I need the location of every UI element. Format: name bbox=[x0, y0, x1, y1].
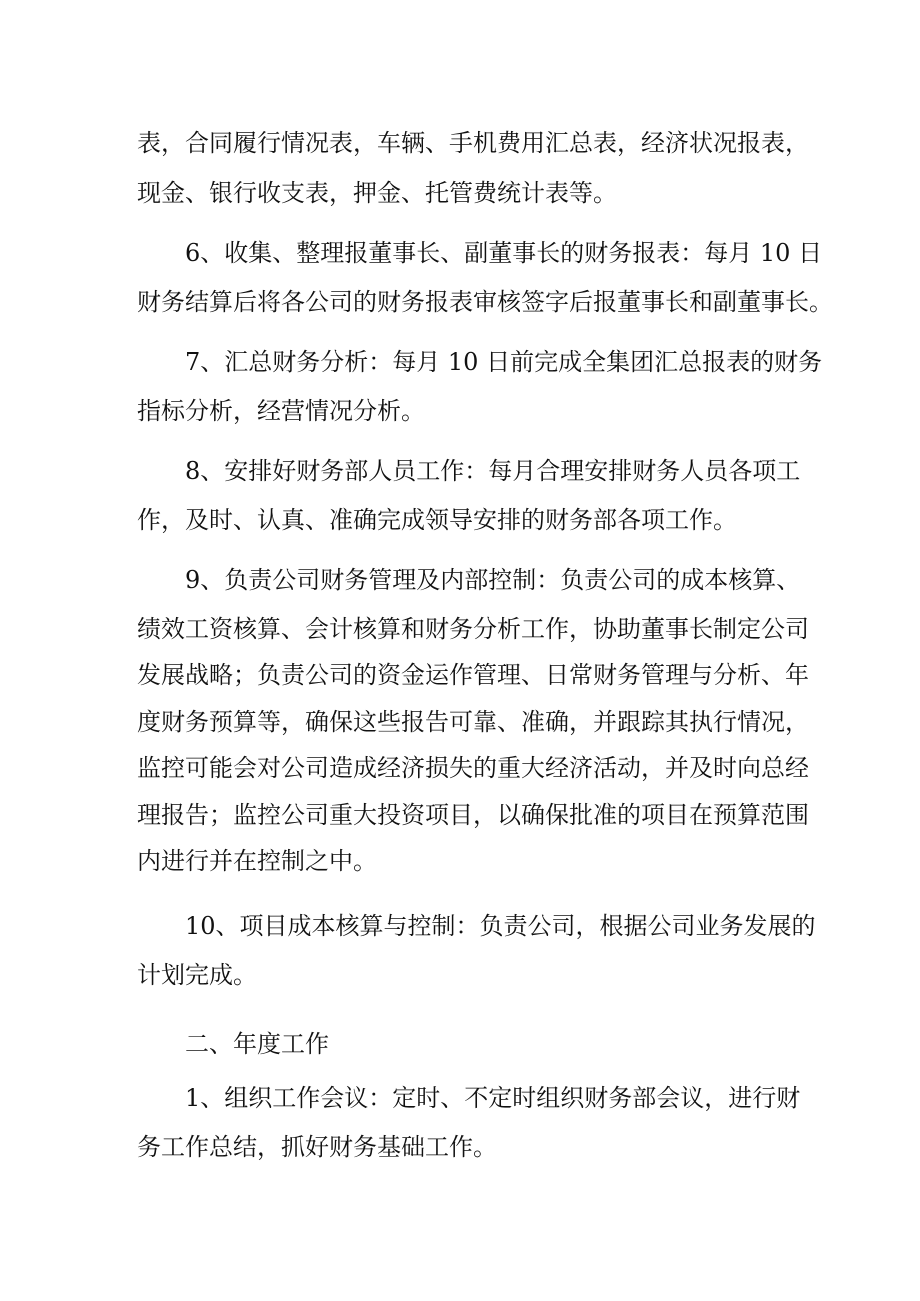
text-line: 表，合同履行情况表，车辆、手机费用汇总表，经济状况报表， bbox=[137, 129, 809, 157]
text-line: 6、收集、整理报董事长、副董事长的财务报表：每月 10 日 bbox=[185, 239, 823, 267]
text-line: 财务结算后将各公司的财务报表审核签字后报董事长和副董事长。 bbox=[137, 288, 833, 316]
text-line: 7、汇总财务分析：每月 10 日前完成全集团汇总报表的财务 bbox=[185, 348, 823, 376]
text-line: 度财务预算等，确保这些报告可靠、准确，并跟踪其执行情况， bbox=[137, 708, 809, 736]
section-heading: 二、年度工作 bbox=[185, 1030, 329, 1058]
text-line: 绩效工资核算、会计核算和财务分析工作，协助董事长制定公司 bbox=[137, 615, 809, 643]
text-line: 10、项目成本核算与控制：负责公司，根据公司业务发展的 bbox=[185, 912, 816, 940]
text-line: 作，及时、认真、准确完成领导安排的财务部各项工作。 bbox=[137, 506, 737, 534]
text-line: 计划完成。 bbox=[137, 961, 257, 989]
text-line: 内进行并在控制之中。 bbox=[137, 847, 377, 875]
text-line: 9、负责公司财务管理及内部控制：负责公司的成本核算、 bbox=[185, 566, 801, 594]
text-line: 现金、银行收支表，押金、托管费统计表等。 bbox=[137, 179, 617, 207]
text-line: 发展战略；负责公司的资金运作管理、日常财务管理与分析、年 bbox=[137, 661, 809, 689]
text-line: 务工作总结，抓好财务基础工作。 bbox=[137, 1133, 497, 1161]
text-line: 理报告；监控公司重大投资项目，以确保批准的项目在预算范围 bbox=[137, 801, 809, 829]
text-line: 1、组织工作会议：定时、不定时组织财务部会议，进行财 bbox=[185, 1084, 801, 1112]
text-line: 指标分析，经营情况分析。 bbox=[137, 397, 425, 425]
text-line: 8、安排好财务部人员工作：每月合理安排财务人员各项工 bbox=[185, 457, 801, 485]
text-line: 监控可能会对公司造成经济损失的重大经济活动，并及时向总经 bbox=[137, 754, 809, 782]
